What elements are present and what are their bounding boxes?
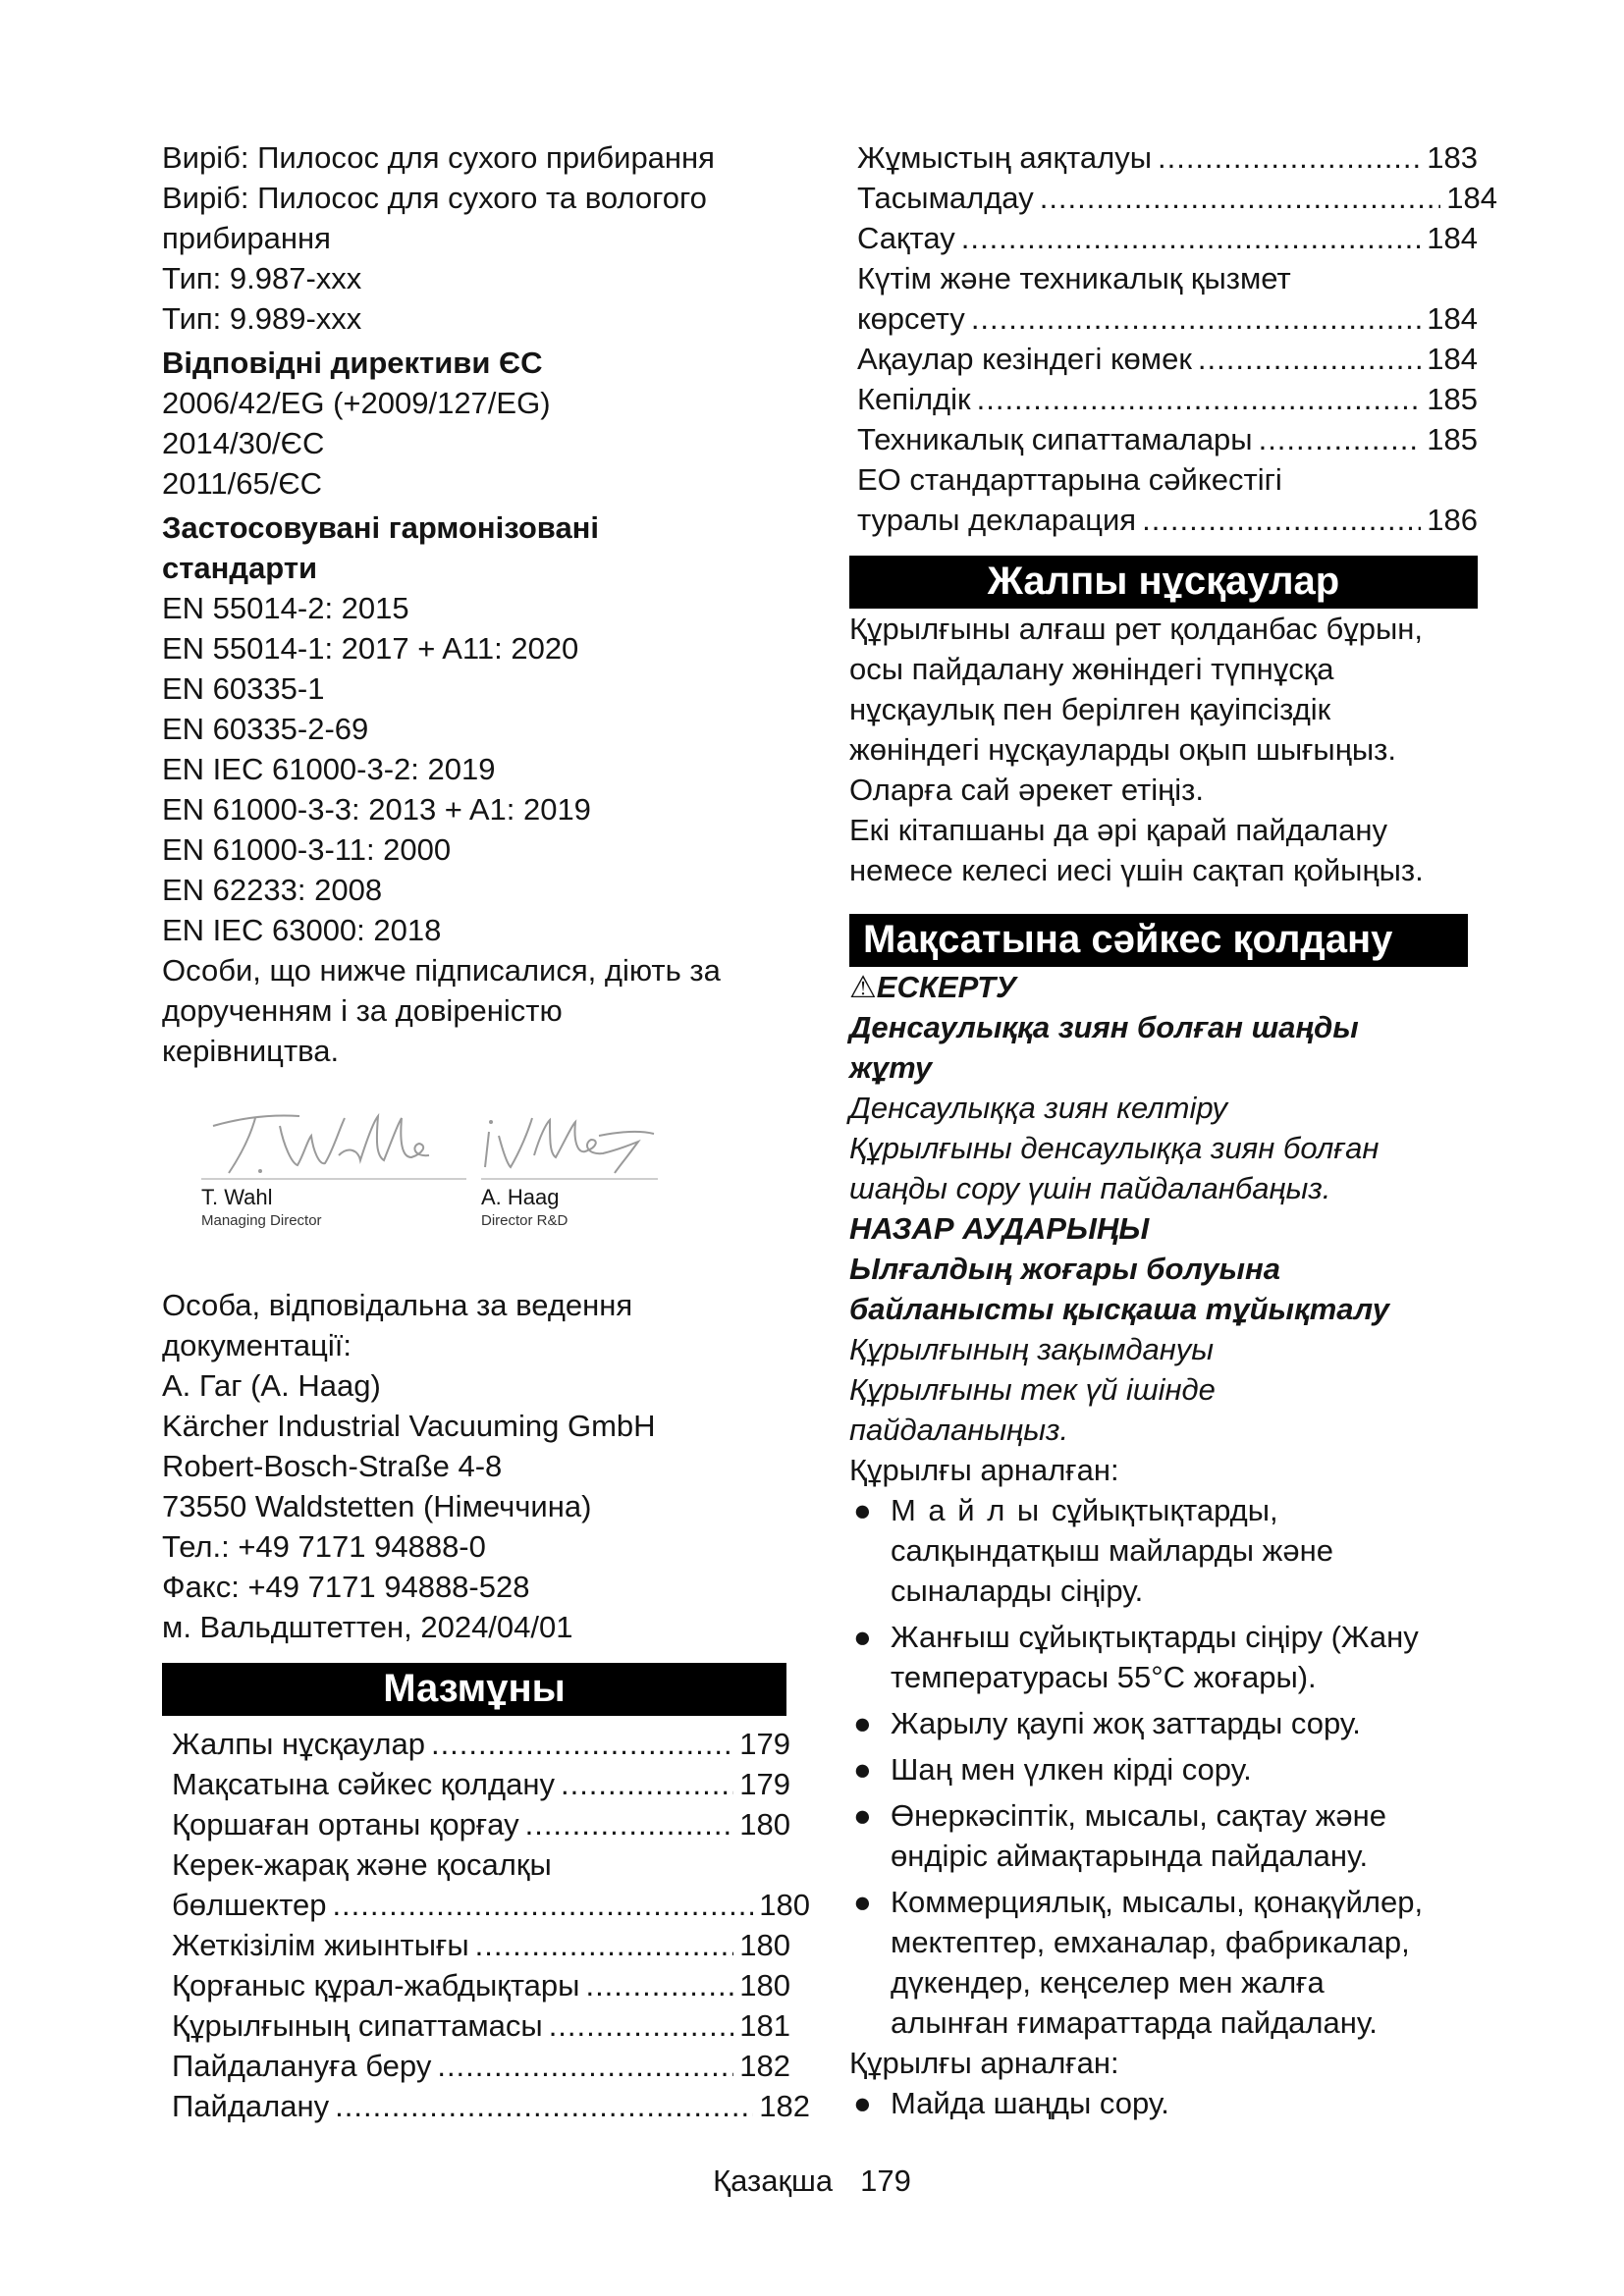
bullet-icon: ●	[853, 1493, 872, 1527]
toc-entry[interactable]	[849, 379, 1478, 419]
contact-line: Kärcher Industrial Vacuuming GmbH	[162, 1409, 656, 1443]
product-line: Виріб: Пилосос для сухого та вологого	[162, 181, 707, 215]
standard-item: EN 60335-1	[162, 671, 325, 706]
toc-entry[interactable]	[162, 1925, 790, 1965]
standard-item: EN 55014-1: 2017 + A11: 2020	[162, 631, 579, 666]
general-notes-heading: Жалпы нұсқаулар	[849, 556, 1478, 609]
toc-entry-page: 180	[759, 1888, 810, 1922]
product-line: Тип: 9.987-xxx	[162, 261, 362, 295]
toc-entry-title: Қорғаныс құрал-жабдықтары	[172, 1968, 580, 2002]
standard-item: EN 62233: 2008	[162, 873, 383, 907]
intended-use-heading: Мақсатына сәйкес қолдану	[849, 914, 1468, 967]
directive-item: 2014/30/ЄС	[162, 426, 325, 460]
bullet-icon: ●	[853, 1706, 872, 1740]
bullet-icon: ●	[853, 1752, 872, 1787]
toc-entry[interactable]	[849, 459, 1478, 540]
table-of-contents	[162, 1724, 810, 2126]
contact-line: 73550 Waldstetten (Німеччина)	[162, 1489, 592, 1523]
toc-entry[interactable]	[162, 1965, 790, 2005]
caution-title: байланысты қысқаша тұйықталу	[849, 1292, 1390, 1326]
toc-entry-title: туралы декларация	[857, 503, 1137, 537]
signatory-role: Managing Director	[201, 1212, 322, 1229]
intended-use-label: Құрылғы арналған:	[849, 1453, 1119, 1487]
toc-entry-page: 180	[739, 1807, 790, 1842]
warning-title: Денсаулыққа зиян болған шаңды	[849, 1010, 1359, 1044]
paragraph-line: Оларға сай әрекет етіңіз.	[849, 773, 1204, 807]
toc-entry-page: 183	[1427, 140, 1478, 175]
toc-entry-title: Техникалық сипаттамалары	[857, 422, 1253, 456]
toc-entry-page: 185	[1427, 382, 1478, 416]
signatory-name: T. Wahl	[201, 1185, 273, 1209]
intended-use-label: Құрылғы арналған:	[849, 2046, 1119, 2080]
general-notes-text	[849, 609, 1478, 890]
contact-line: м. Вальдштеттен, 2024/04/01	[162, 1610, 573, 1644]
toc-heading: Мазмұны	[162, 1663, 786, 1716]
toc-entry-page: 184	[1446, 181, 1497, 215]
toc-entry-title: Сақтау	[857, 221, 955, 255]
product-line: Виріб: Пилосос для сухого прибирання	[162, 140, 715, 175]
intended-use-list	[849, 1490, 1478, 2043]
toc-entry[interactable]	[162, 1724, 790, 1764]
toc-entry-page: 182	[759, 2089, 810, 2123]
toc-entry-page: 184	[1427, 342, 1478, 376]
bullet-icon: ●	[853, 1620, 872, 1654]
page-number: 179	[860, 2163, 911, 2198]
toc-entry-title: Жалпы нұсқаулар	[172, 1727, 425, 1761]
toc-entry-title: Кепілдік	[857, 382, 971, 416]
toc-entry[interactable]	[849, 218, 1478, 258]
toc-entry[interactable]	[849, 137, 1478, 178]
paragraph-line: нұсқаулық пен берілген қауіпсіздік	[849, 692, 1331, 726]
warning-text: Денсаулыққа зиян келтіру	[849, 1091, 1228, 1125]
toc-entry[interactable]	[162, 1764, 790, 1804]
standard-item: EN IEC 63000: 2018	[162, 913, 442, 947]
toc-entry-title: бөлшектер	[172, 1888, 327, 1922]
warning-text: шаңды сору үшін пайдаланбаңыз.	[849, 1171, 1331, 1205]
toc-entry-page: 186	[1427, 503, 1478, 537]
signatory-name: A. Haag	[481, 1185, 560, 1209]
toc-entry[interactable]	[162, 2005, 790, 2046]
toc-entry[interactable]	[849, 339, 1478, 379]
warning-text: Құрылғыны денсаулыққа зиян болған	[849, 1131, 1380, 1165]
toc-entry-title: Тасымалдау	[857, 181, 1034, 215]
list-item: ● Шаң мен үлкен кірді сору.	[849, 1749, 1478, 1789]
toc-entry-page: 184	[1427, 221, 1478, 255]
toc-entry[interactable]	[849, 178, 1497, 218]
toc-entry-title: Пайдалануға беру	[172, 2049, 432, 2083]
caution-text: Құрылғының зақымдануы	[849, 1332, 1215, 1366]
paragraph-line: осы пайдалану жөніндегі түпнұсқа	[849, 652, 1334, 686]
signatory-role: Director R&D	[481, 1212, 568, 1229]
toc-entry-title: Күтім және техникалық қызмет	[857, 261, 1291, 295]
toc-entry[interactable]	[162, 1804, 790, 1844]
toc-entry-page: 179	[739, 1727, 790, 1761]
toc-entry-title: Құрылғының сипаттамасы	[172, 2008, 543, 2043]
signature-wahl-image	[201, 1096, 466, 1185]
bullet-icon: ●	[853, 2086, 872, 2120]
standard-item: EN 61000-3-11: 2000	[162, 832, 452, 867]
warning-label: ⚠ЕСКЕРТУ	[849, 970, 1017, 1004]
toc-entry-page: 180	[739, 1928, 790, 1962]
bullet-icon: ●	[853, 1885, 872, 1919]
list-item: ● Өнеркәсіптік, мысалы, сақтау және өндіріс аймақтарында пайдалану.	[849, 1795, 1478, 1876]
standard-item: EN 61000-3-3: 2013 + A1: 2019	[162, 792, 591, 827]
list-item: ● Жарылу қаупі жоқ заттарды сору.	[849, 1703, 1478, 1743]
list-item: ● Майда шаңды сору.	[849, 2083, 1478, 2123]
signatories-text: Особи, що нижче підписалися, діють за	[162, 953, 721, 988]
warning-title: жұту	[849, 1050, 933, 1085]
product-info	[162, 137, 790, 339]
caution-label: НАЗАР АУДАРЫҢЫ	[849, 1211, 1150, 1246]
toc-entry-title: Жеткізілім жиынтығы	[172, 1928, 469, 1962]
standard-item: EN 60335-2-69	[162, 712, 369, 746]
standard-item: EN 55014-2: 2015	[162, 591, 409, 625]
toc-entry-title: Ақаулар кезіндегі көмек	[857, 342, 1192, 376]
toc-entry-page: 180	[739, 1968, 790, 2002]
toc-entry-title: көрсету	[857, 301, 965, 336]
toc-entry[interactable]	[162, 2046, 790, 2086]
footer-language: Қазақша	[713, 2163, 834, 2198]
toc-entry-title: Пайдалану	[172, 2089, 330, 2123]
toc-entry-title: Қоршаған ортаны қорғау	[172, 1807, 519, 1842]
toc-entry[interactable]	[162, 1844, 810, 1925]
bullet-icon: ●	[853, 1798, 872, 1833]
warning-triangle-icon: ⚠	[849, 970, 877, 1004]
toc-entry[interactable]	[849, 258, 1478, 339]
standard-item: EN IEC 61000-3-2: 2019	[162, 752, 496, 786]
standards-heading: Застосовувані гармонізовані	[162, 510, 600, 545]
toc-entry-title: Мақсатына сәйкес қолдану	[172, 1767, 555, 1801]
toc-entry-page: 181	[739, 2008, 790, 2043]
toc-entry-page: 179	[739, 1767, 790, 1801]
contact-line: А. Гаг (A. Haag)	[162, 1368, 381, 1403]
toc-entry-page: 182	[739, 2049, 790, 2083]
list-item: ● М а й л ы сұйықтықтарды, салқындатқыш майларды және сыналарды сіңіру.	[849, 1490, 1478, 1611]
signatories-text: керівництва.	[162, 1034, 340, 1068]
contact-line: Факс: +49 7171 94888-528	[162, 1570, 530, 1604]
toc-entry-title: Керек-жарақ және қосалқы	[172, 1847, 552, 1882]
contact-line: Тел.: +49 7171 94888-0	[162, 1529, 486, 1564]
toc-entry[interactable]	[162, 2086, 810, 2126]
toc-entry-page: 185	[1427, 422, 1478, 456]
directives-heading: Відповідні директиви ЄС	[162, 346, 543, 380]
paragraph-line: жөніндегі нұсқауларды оқып шығыңыз.	[849, 732, 1396, 767]
contact-line: Особа, відповідальна за ведення	[162, 1288, 633, 1322]
directive-item: 2006/42/EG (+2009/127/EG)	[162, 386, 551, 420]
page-footer	[0, 2162, 1624, 2201]
toc-entry[interactable]	[849, 419, 1478, 459]
caution-text: пайдаланыңыз.	[849, 1413, 1069, 1447]
intended-use-list	[849, 2083, 1478, 2123]
caution-title: Ылғалдың жоғары болуына	[849, 1252, 1280, 1286]
toc-entry-title: ЕО стандарттарына сәйкестігі	[857, 462, 1282, 497]
product-line: прибирання	[162, 221, 331, 255]
signature-haag-image	[481, 1096, 658, 1185]
list-item: ● Жанғыш сұйықтықтарды сіңіру (Жану температурасы 55°C жоғары).	[849, 1617, 1478, 1697]
contact-line: Robert-Bosch-Straße 4-8	[162, 1449, 503, 1483]
paragraph-line: Екі кітапшаны да әрі қарай пайдалану	[849, 813, 1387, 847]
left-column	[162, 137, 810, 2126]
contact-line: документації:	[162, 1328, 352, 1362]
right-column	[849, 137, 1497, 2123]
list-item: ● Коммерциялық, мысалы, қонақүйлер, мектептер, емханалар, фабрикалар, дүкендер, кеңселер мен жалға алынған ғимараттарда пайдалану.	[849, 1882, 1478, 2043]
toc-entry-title: Жұмыстың аяқталуы	[857, 140, 1152, 175]
directive-item: 2011/65/ЄС	[162, 466, 323, 501]
toc-entry-page: 184	[1427, 301, 1478, 336]
table-of-contents-continued	[849, 137, 1497, 540]
paragraph-line: Құрылғыны алғаш рет қолданбас бұрын,	[849, 612, 1423, 646]
signatories-text: дорученням і за довіреністю	[162, 993, 563, 1028]
standards-heading: стандарти	[162, 551, 318, 585]
signature-block	[162, 1079, 790, 1285]
product-line: Тип: 9.989-xxx	[162, 301, 362, 336]
paragraph-line: немесе келесі иесі үшін сақтап қойыңыз.	[849, 853, 1424, 887]
caution-text: Құрылғыны тек үй ішінде	[849, 1372, 1216, 1407]
